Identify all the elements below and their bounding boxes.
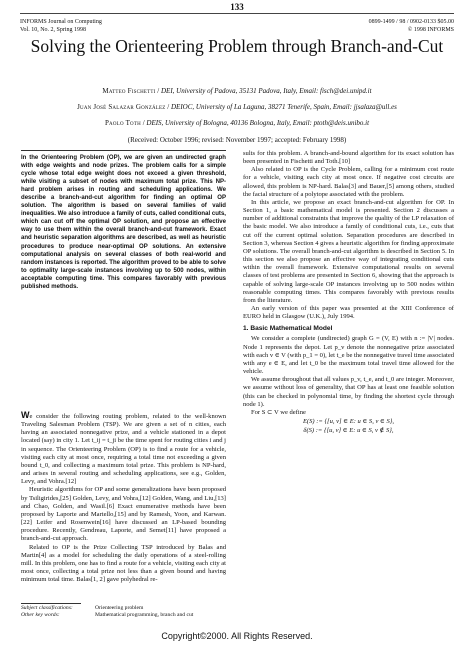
right-column-body [243, 150, 454, 436]
body-paragraph: For S ⊂ V we define [251, 408, 306, 416]
abstract: In the Orienteering Problem (OP), we are given an undirected graph with edge weights and node prizes. The problem calls for a simple cycle whose total edge weight does not exceed a given threshold, while visiting a subset of nodes with maximum total prize. This NP-hard problem arises in routing and scheduling applications. We describe a branch-and-cut algorithm for finding an optimal OP solution. The algorithm is based on several families of valid inequalities. We also introduce a family of cuts, called conditional cuts, which can cut off the optimal OP solution, and propose an effective way to use them within the overall branch-and-cut framework. Exact and heuristic separation algorithms are described, as well as heuristic procedures to produce near-optimal OP solutions. An extensive computational analysis on several classes of both real-world and random instances is reported. The algorithm proved to be able to solve to optimality large-scale instances involving up to 500 nodes, within acceptable computing time. This compares favorably with previous published methods. [21, 155, 226, 290]
issn-info [369, 19, 454, 34]
author-line: Juan José Salazar González / DEIOC, University of La Laguna, 38271 Tenerife, Spain, Email: jjsalaza@ull.es [77, 103, 397, 111]
body-paragraph: sults for this problem. A branch-and-bound algorithm for its exact solution has been presented in Fischetti and Toth.[10] [243, 150, 454, 166]
subject-classifications [21, 605, 193, 612]
equation-delta-of-s: δ(S) := {[u, v] ∈ E: u ∈ S, v ∉ S}, [303, 427, 394, 435]
author-name: Matteo Fischetti [102, 87, 156, 95]
journal-info [20, 19, 102, 34]
author-line: Matteo Fischetti / DEI, University of Padova, 35131 Padova, Italy, Email: fisch@dei.unipd.it [102, 87, 372, 95]
footnote-label: Other key words: [21, 612, 60, 618]
journal-volume: Vol. 10, No. 2, Spring 1998 [20, 26, 87, 33]
journal-name: INFORMS Journal on Computing [20, 19, 102, 25]
header-rule [20, 13, 454, 14]
paper-title: Solving the Orienteering Problem through Branch-and-Cut [30, 36, 444, 56]
footnote-value: Mathematical programming, branch and cut [95, 612, 194, 618]
body-paragraph: In this article, we propose an exact branch-and-cut algorithm for OP. In Section 1, a basic mathematical model is presented. Section 2 discusses a number of additional constraints that improve the quality of the LP relaxation of the basic model. We also introduce a family of conditional cuts, i.e., cuts that cut off the current optimal solution. Separation procedures are described in Section 3, whereas Section 4 gives a heuristic algorithm for finding approximate OP solutions. The overall branch-and-cut algorithm is described in Section 5. In this section we also propose an effective way of integrating conditional cuts within the overall framework. Extensive computational results on several classes of test problems are presented in Section 6, showing that the approach is capable of solving large-scale OP instances involving up to 500 nodes within reasonable computing times. This compares favorably with previous results from the literature. [243, 198, 454, 304]
author-affiliation: DEIOC, University of La Laguna, 38271 Tenerife, Spain, Email: jjsalaza@ull.es [171, 103, 397, 111]
body-paragraph: Related to OP is the Prize Collecting TSP introduced by Balas and Martin[4] as a model for scheduling the daily operations of a steel-rolling mill. In this problem, one has to find a route for a vehicle, visiting each city at most once, collecting a total prize not less than a given bound and having minimum total time. Balas[1, 2] gave polyhedral re- [21, 543, 226, 584]
intro-text: e consider the following routing problem, related to the well-known Traveling Salesman Problem (TSP). We are given a set of n cities, each having an associated nonnegative prize, and a vehicle stationed in a depot located (say) in city 1. Let t_ij = t_ji be the time spent for routing cities i and j in sequence. The Orienteering Problem (OP) is to find a route for a vehicle, visiting each city at most once, requiring a total time not exceeding a given bound t_0, and collecting a maximum total prize. This problem is NP-hard, and arises in several routing and scheduling applications, see e.g., Golden, Levy, and Vohra.[12] [21, 413, 226, 486]
page-number: 133 [230, 2, 244, 12]
publisher-copyright: © 1998 INFORMS [407, 26, 454, 33]
body-paragraph: Heuristic algorithms for OP and some generalizations have been proposed by Tsiligirides,[25] Golden, Levy, and Vohra,[12] Golden, Wang, and Liu,[13] and Chao, Golden, and Wasil.[6] Exact enumerative methods have been proposed by Laporte and Martello,[15] and by Ramesh, Yoon, and Karwan.[22] Leifer and Rosenwein[16] have discussed an LP-based bounding procedure. Recently, Gendreau, Laporte, and Semet[11] have proposed a branch-and-cut approach. [21, 486, 226, 543]
other-key-words [21, 612, 193, 619]
received-dates: (Received: October 1996; revised: November 1997; accepted: February 1998) [127, 136, 347, 144]
drop-cap: W [21, 410, 30, 420]
body-paragraph: We consider a complete (undirected) graph G = (V, E) with n := |V| nodes. Node 1 represents the depot. Let p_v denote the nonnegative prize associated with each v ∈ V (with p_1 = 0), let t_e be the nonnegative travel time associated with any e ∈ E, and let t_0 be the maximum total travel time allowed for the vehicle. [243, 335, 455, 376]
author-line: Paolo Toth / DEIS, University of Bologna, 40136 Bologna, Italy, Email: ptoth@deis.unibo.it [104, 119, 370, 127]
author-affiliation: DEI, University of Padova, 35131 Padova, Italy, Email: fisch@dei.unipd.it [161, 87, 372, 95]
body-paragraph: An early version of this paper was presented at the XIII Conference of EURO held in Glasgow (U.K.), July 1994. [243, 304, 454, 321]
author-name: Juan José Salazar González [77, 103, 166, 111]
intro-paragraph [21, 411, 226, 486]
body-paragraph: We assume throughout that all values p_v, t_e, and t_0 are integer. Moreover, we assume without loss of generality, that OP has at least one feasible solution (this can be checked in polynomial time, by finding the shortest cycle through node 1). [243, 376, 454, 408]
section-heading: 1. Basic Mathematical Model [243, 325, 333, 333]
equation-e-of-s: E(S) := {[u, v] ∈ E: u ∈ S, v ∈ S}, [302, 418, 395, 425]
footnote-rule [21, 603, 81, 604]
body-paragraph: Also related to OP is the Cycle Problem, calling for a minimum cost route for a vehicle, visiting each city at most once. If negative cost circuits are allowed, this problem is NP-hard. Balas[3] and Bauer,[5] among others, studied the facial structure of a polytope associated with the problem. [243, 166, 454, 198]
footnote-value: Orienteering problem [95, 605, 144, 611]
issn: 0899-1499 / 98 / 0902-0133 $05.00 [368, 19, 454, 25]
author-affiliation: DEIS, University of Bologna, 40136 Bologna, Italy, Email: ptoth@deis.unibo.it [146, 119, 370, 127]
author-name: Paolo Toth [104, 119, 141, 127]
left-column-body [21, 411, 226, 584]
copyright-notice: Copyright©2000. All Rights Reserved. [161, 631, 313, 641]
footnote-label: Subject classifications: [21, 605, 73, 611]
footnotes [21, 605, 193, 619]
